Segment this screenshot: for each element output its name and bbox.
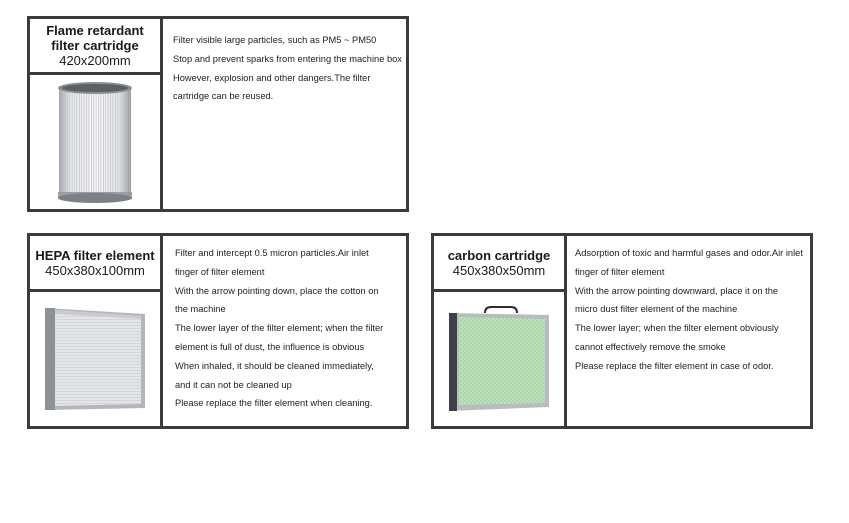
product-description (163, 19, 406, 106)
product-image-cell (30, 75, 160, 209)
description-line: finger of filter element (175, 266, 265, 277)
hepa-panel-filter-icon (41, 304, 149, 414)
product-image-cell (30, 292, 160, 426)
product-image-cell (434, 292, 564, 426)
product-dimensions: 450x380x100mm (45, 262, 145, 278)
description-line: Please replace the filter element when cleaning. (175, 398, 373, 409)
product-card-carbon (431, 233, 813, 429)
product-name: HEPA filter element (35, 247, 155, 263)
product-dimensions: 450x380x50mm (452, 262, 546, 278)
description-line: Adsorption of toxic and harmful gases and odor.Air inlet (575, 248, 803, 258)
description-line: Please replace the filter element in case of odor. (575, 360, 774, 371)
description-line: element is full of dust, the influence is obvious (175, 341, 365, 352)
description-line: With the arrow pointing downward, place it on the (575, 285, 779, 296)
description-line: finger of filter element (575, 266, 665, 277)
description-line: and it can not be cleaned up (175, 379, 292, 390)
cylindrical-pleated-filter-icon (55, 80, 135, 204)
description-line: When inhaled, it should be cleaned immediately, (175, 360, 374, 371)
description-line: micro dust filter element of the machine (575, 304, 738, 315)
product-description (163, 236, 406, 413)
product-title-cell (30, 236, 160, 289)
product-card-hepa (27, 233, 409, 429)
description-line: Filter and intercept 0.5 micron particles.Air inlet (175, 248, 369, 258)
carbon-panel-filter-icon (445, 303, 553, 415)
product-dimensions: 420x200mm (59, 53, 131, 68)
description-line: cannot effectively remove the smoke (575, 341, 726, 352)
description-line: However, explosion and other dangers.The filter (173, 72, 371, 83)
product-description (567, 236, 813, 376)
description-line: cartridge can be reused. (173, 91, 274, 102)
product-name: carbon cartridge (447, 247, 551, 263)
product-name-line2: filter cartridge (51, 38, 139, 53)
product-card-flame-retardant (27, 16, 409, 212)
description-line: With the arrow pointing down, place the cotton on (175, 285, 379, 296)
product-title-cell (434, 236, 564, 289)
description-line: The lower layer; when the filter element obviously (575, 323, 779, 334)
description-line: The lower layer of the filter element; when the filter (175, 323, 384, 334)
product-title-cell (30, 19, 160, 72)
product-name-line1: Flame retardant (46, 23, 144, 38)
description-line: Filter visible large particles, such as PM5 ~ PM50 (173, 35, 377, 45)
description-line: the machine (175, 304, 226, 315)
description-line: Stop and prevent sparks from entering the machine box (173, 53, 402, 64)
